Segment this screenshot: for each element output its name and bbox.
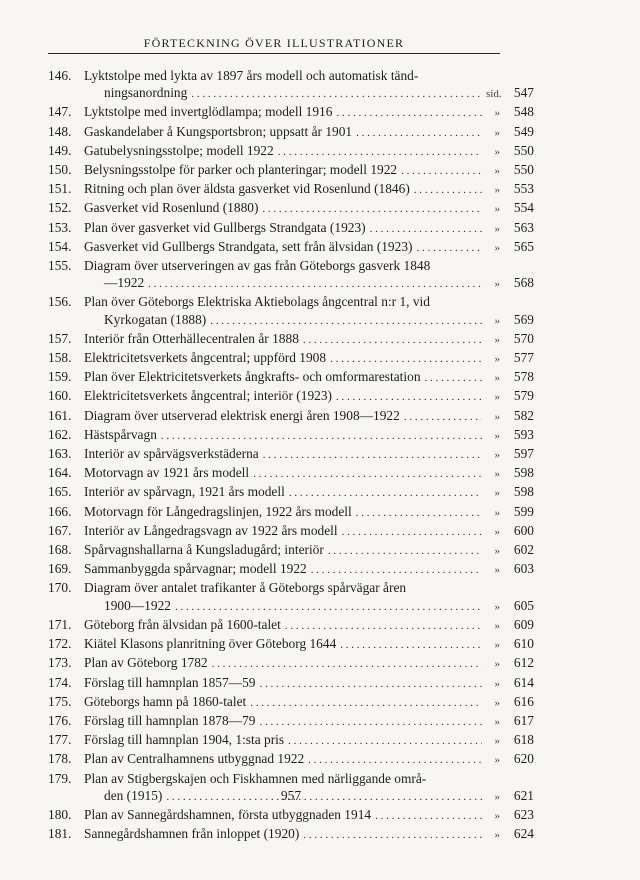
entry-title: Plan av Göteborg 1782 xyxy=(84,655,208,671)
entry-number: 151. xyxy=(48,181,72,197)
entry-number: 155. xyxy=(48,258,72,274)
entry-page-number: 614 xyxy=(513,674,534,690)
entry-line xyxy=(48,825,534,844)
entry-title: Lyktstolpe med invertglödlampa; modell 1916 xyxy=(84,104,333,120)
entry-page-number: 603 xyxy=(513,561,534,577)
entry-title: Gaskandelaber å Kungsportsbron; uppsatt år 1901 xyxy=(84,123,353,139)
entry-page-number: 599 xyxy=(513,503,534,519)
entry-page-number: 550 xyxy=(513,142,534,158)
list-entry xyxy=(48,123,534,142)
list-entry xyxy=(48,806,534,825)
entry-line xyxy=(48,541,534,560)
page-ref-mark: » xyxy=(494,449,500,462)
list-entry xyxy=(48,407,534,426)
page-ref-mark: » xyxy=(494,809,500,822)
page-ref-mark: » xyxy=(494,126,500,139)
entry-page-number: 602 xyxy=(513,542,534,558)
entry-title: Göteborgs hamn på 1860-talet xyxy=(84,693,247,709)
page-ref-mark: sid. xyxy=(486,88,502,101)
entry-title: 1900—1922 xyxy=(104,597,171,613)
dot-leader xyxy=(250,695,482,712)
entry-number: 172. xyxy=(48,636,72,652)
list-entry xyxy=(48,238,534,257)
entry-number: 177. xyxy=(48,732,72,748)
entry-line xyxy=(48,522,534,541)
entry-page-number: 597 xyxy=(513,446,534,462)
entry-number: 175. xyxy=(48,693,72,709)
entry-line xyxy=(48,464,534,483)
entry-line xyxy=(48,199,534,218)
entry-line xyxy=(48,349,534,368)
entry-page-number: 579 xyxy=(513,388,534,404)
dot-leader xyxy=(336,389,482,406)
dot-leader xyxy=(285,618,482,635)
entry-page-number: 600 xyxy=(513,522,534,538)
page-ref-mark: » xyxy=(494,829,500,842)
list-entry xyxy=(48,750,534,769)
list-entry xyxy=(48,674,534,693)
list-entry xyxy=(48,825,534,844)
entry-title: Interiör av spårvagn, 1921 års modell xyxy=(84,484,285,500)
entry-line xyxy=(48,311,534,330)
entry-line xyxy=(48,123,534,142)
dot-leader xyxy=(401,163,482,180)
entry-title: Plan över gasverket vid Gullbergs Strandgata (1923) xyxy=(84,219,366,235)
entry-number: 156. xyxy=(48,294,72,310)
entry-line xyxy=(48,330,534,349)
list-entry xyxy=(48,368,534,387)
list-entry xyxy=(48,579,534,615)
entry-number: 153. xyxy=(48,219,72,235)
page-ref-mark: » xyxy=(494,790,500,803)
entry-number: 173. xyxy=(48,655,72,671)
entry-page-number: 605 xyxy=(513,597,534,613)
entry-number: 146. xyxy=(48,68,72,83)
entry-title: Gasverket vid Rosenlund (1880) xyxy=(84,200,259,216)
entry-page-number: 578 xyxy=(513,369,534,385)
page-ref-mark: » xyxy=(494,333,500,346)
entry-page-number: 624 xyxy=(513,826,534,842)
entry-number: 170. xyxy=(48,580,72,596)
page-ref-mark: » xyxy=(494,222,500,235)
entry-line xyxy=(48,597,534,616)
list-entry xyxy=(48,616,534,635)
entry-number: 158. xyxy=(48,350,72,366)
entry-line xyxy=(48,560,534,579)
list-entry xyxy=(48,330,534,349)
entry-number: 159. xyxy=(48,369,72,385)
entry-line xyxy=(48,750,534,769)
dot-leader xyxy=(356,505,482,522)
page-ref-mark: » xyxy=(494,184,500,197)
entry-title: Sammanbyggda spårvagnar; modell 1922 xyxy=(84,561,307,577)
dot-leader xyxy=(259,676,482,693)
entry-number: 149. xyxy=(48,142,72,158)
dot-leader xyxy=(414,182,482,199)
entry-page-number: 554 xyxy=(513,200,534,216)
list-entry xyxy=(48,731,534,750)
entry-title: ningsanordning xyxy=(104,85,188,101)
dot-leader xyxy=(278,144,482,161)
page-ref-mark: » xyxy=(494,600,500,613)
entry-title: Diagram över utserverad elektrisk energi åren 1908—1922 xyxy=(84,407,400,423)
entry-page-number: 618 xyxy=(513,732,534,748)
dot-leader xyxy=(342,524,482,541)
entry-line xyxy=(48,654,534,673)
entry-title: Gasverket vid Gullbergs Strandgata, sett från älvsidan (1923) xyxy=(84,238,413,254)
entry-line xyxy=(48,503,534,522)
entry-page-number: 616 xyxy=(513,693,534,709)
page-ref-mark: » xyxy=(494,754,500,767)
entry-line xyxy=(48,674,534,693)
entry-title: Kyrkogatan (1888) xyxy=(104,311,207,327)
list-entry xyxy=(48,560,534,579)
dot-leader xyxy=(303,827,482,844)
entry-title: Belysningsstolpe för parker och planteringar; modell 1922 xyxy=(84,162,398,178)
dot-leader xyxy=(308,752,482,769)
list-entry xyxy=(48,387,534,406)
entry-number: 147. xyxy=(48,104,72,120)
list-entry xyxy=(48,67,534,103)
dot-leader xyxy=(404,409,482,426)
page-ref-mark: » xyxy=(494,107,500,120)
entry-number: 178. xyxy=(48,751,72,767)
entry-line xyxy=(48,635,534,654)
page-ref-mark: » xyxy=(494,619,500,632)
header-rule xyxy=(48,53,500,54)
entry-page-number: 598 xyxy=(513,465,534,481)
entry-number: 150. xyxy=(48,162,72,178)
entry-title: Förslag till hamnplan 1878—79 xyxy=(84,712,256,728)
entry-title: Göteborg från älvsidan på 1600-talet xyxy=(84,616,281,632)
page-ref-mark: » xyxy=(494,203,500,216)
dot-leader xyxy=(425,370,482,387)
entry-page-number: 548 xyxy=(513,104,534,120)
entry-title: Motorvagn av 1921 års modell xyxy=(84,465,250,481)
entry-number: 157. xyxy=(48,330,72,346)
entry-number: 161. xyxy=(48,407,72,423)
entry-page-number: 620 xyxy=(513,751,534,767)
entry-line xyxy=(48,67,534,84)
entry-title: Spårvagnshallarna å Kungsladugård; interiör xyxy=(84,542,324,558)
entry-line xyxy=(48,770,534,787)
list-entry xyxy=(48,541,534,560)
entry-page-number: 570 xyxy=(513,330,534,346)
entry-number: 162. xyxy=(48,426,72,442)
dot-leader xyxy=(161,428,482,445)
dot-leader xyxy=(263,447,482,464)
page-ref-mark: » xyxy=(494,353,500,366)
page-ref-mark: » xyxy=(494,639,500,652)
entry-line xyxy=(48,579,534,596)
entry-number: 160. xyxy=(48,388,72,404)
entry-title: Lyktstolpe med lykta av 1897 års modell och automatisk tänd- xyxy=(84,68,419,83)
entry-page-number: 610 xyxy=(513,636,534,652)
entry-line xyxy=(48,293,534,310)
entry-title: Interiör av spårvägsverkstäderna xyxy=(84,446,259,462)
page-ref-mark: » xyxy=(494,506,500,519)
entry-number: 180. xyxy=(48,806,72,822)
entry-page-number: 593 xyxy=(513,426,534,442)
page-ref-mark: » xyxy=(494,278,500,291)
illustration-list xyxy=(48,67,534,844)
entry-number: 171. xyxy=(48,616,72,632)
dot-leader xyxy=(328,543,482,560)
entry-title: Plan av Sannegårdshamnen, första utbyggnaden 1914 xyxy=(84,806,372,822)
entry-page-number: 568 xyxy=(513,275,534,291)
list-entry xyxy=(48,219,534,238)
dot-leader xyxy=(288,733,482,750)
entry-line xyxy=(48,142,534,161)
entry-title: Elektricitetsverkets ångcentral; interiör (1923) xyxy=(84,388,333,404)
dot-leader xyxy=(340,637,482,654)
entry-page-number: 549 xyxy=(513,123,534,139)
entry-line xyxy=(48,445,534,464)
dot-leader xyxy=(356,125,482,142)
entry-line xyxy=(48,161,534,180)
list-entry xyxy=(48,712,534,731)
running-header: FÖRTECKNING ÖVER ILLUSTRATIONER xyxy=(143,36,405,50)
page-ref-mark: » xyxy=(494,165,500,178)
entry-line xyxy=(48,693,534,712)
entry-number: 176. xyxy=(48,712,72,728)
page-ref-mark: » xyxy=(494,487,500,500)
dot-leader xyxy=(253,466,482,483)
entry-number: 164. xyxy=(48,465,72,481)
entry-line xyxy=(48,219,534,238)
list-entry xyxy=(48,142,534,161)
list-entry xyxy=(48,180,534,199)
entry-page-number: 553 xyxy=(513,181,534,197)
entry-title: Plan av Stigbergskajen och Fiskhamnen med närliggande områ- xyxy=(84,770,427,786)
dot-leader xyxy=(262,201,482,218)
entry-page-number: 582 xyxy=(513,407,534,423)
entry-line xyxy=(48,712,534,731)
entry-title: Förslag till hamnplan 1904, 1:sta pris xyxy=(84,732,285,748)
entry-page-number: 612 xyxy=(513,655,534,671)
entry-number: 163. xyxy=(48,446,72,462)
page-ref-mark: » xyxy=(494,372,500,385)
entry-line xyxy=(48,103,534,122)
list-entry xyxy=(48,483,534,502)
entry-title: Elektricitetsverkets ångcentral; uppförd 1908 xyxy=(84,350,327,366)
entry-page-number: 577 xyxy=(513,350,534,366)
entry-number: 174. xyxy=(48,674,72,690)
entry-page-number: 623 xyxy=(513,806,534,822)
entry-title: Förslag till hamnplan 1857—59 xyxy=(84,674,256,690)
entry-title: Plan över Elektricitetsverkets ångkrafts- och omformarestation xyxy=(84,369,421,385)
list-entry xyxy=(48,257,534,293)
dot-leader xyxy=(175,599,482,616)
dot-leader xyxy=(289,485,482,502)
page-ref-mark: » xyxy=(494,658,500,671)
list-entry xyxy=(48,103,534,122)
entry-line xyxy=(48,274,534,293)
entry-page-number: 598 xyxy=(513,484,534,500)
entry-title: Diagram över utserveringen av gas från Göteborgs gasverk 1848 xyxy=(84,258,431,274)
dot-leader xyxy=(210,313,482,330)
entry-number: 165. xyxy=(48,484,72,500)
list-entry xyxy=(48,161,534,180)
dot-leader xyxy=(336,105,482,122)
list-entry xyxy=(48,445,534,464)
page-ref-mark: » xyxy=(494,429,500,442)
dot-leader xyxy=(303,332,482,349)
entry-line xyxy=(48,84,534,103)
page-ref-mark: » xyxy=(494,314,500,327)
entry-number: 169. xyxy=(48,561,72,577)
list-entry xyxy=(48,426,534,445)
entry-number: 167. xyxy=(48,522,72,538)
entry-line xyxy=(48,426,534,445)
entry-line xyxy=(48,257,534,274)
page-ref-mark: » xyxy=(494,696,500,709)
entry-number: 181. xyxy=(48,826,72,842)
list-entry xyxy=(48,635,534,654)
entry-title: Ritning och plan över äldsta gasverket vid Rosenlund (1846) xyxy=(84,181,410,197)
entry-line xyxy=(48,368,534,387)
entry-title: —1922 xyxy=(104,275,145,291)
dot-leader xyxy=(330,351,482,368)
page-ref-mark: » xyxy=(494,468,500,481)
page-ref-mark: » xyxy=(494,564,500,577)
list-entry xyxy=(48,654,534,673)
entry-page-number: 569 xyxy=(513,311,534,327)
page-ref-mark: » xyxy=(494,410,500,423)
entry-title: Diagram över antalet trafikanter å Göteborgs spårvägar åren xyxy=(84,580,407,596)
entry-title: Plan av Centralhamnens utbyggnad 1922 xyxy=(84,751,305,767)
page-ref-mark: » xyxy=(494,545,500,558)
entry-title: Motorvagn för Långedragslinjen, 1922 års modell xyxy=(84,503,352,519)
entry-title: Interiör av Långedragsvagn av 1922 års modell xyxy=(84,522,338,538)
entry-page-number: 550 xyxy=(513,162,534,178)
entry-title: Interiör från Otterhällecentralen år 1888 xyxy=(84,330,299,346)
entry-page-number: 621 xyxy=(513,787,534,803)
list-entry xyxy=(48,464,534,483)
entry-page-number: 563 xyxy=(513,219,534,235)
entry-title: den (1915) xyxy=(104,787,163,803)
dot-leader xyxy=(212,656,482,673)
entry-line xyxy=(48,407,534,426)
entry-line xyxy=(48,731,534,750)
list-entry xyxy=(48,293,534,329)
dot-leader xyxy=(375,808,482,825)
entry-line xyxy=(48,806,534,825)
dot-leader xyxy=(148,276,482,293)
page-ref-mark: » xyxy=(494,677,500,690)
dot-leader xyxy=(370,221,482,238)
entry-line xyxy=(48,616,534,635)
entry-line xyxy=(48,387,534,406)
entry-line xyxy=(48,238,534,257)
dot-leader xyxy=(311,562,482,579)
entry-title: Plan över Göteborgs Elektriska Aktiebolags ångcentral n:r 1, vid xyxy=(84,294,430,310)
entry-number: 148. xyxy=(48,123,72,139)
page-ref-mark: » xyxy=(494,715,500,728)
page-ref-mark: » xyxy=(494,391,500,404)
page-ref-mark: » xyxy=(494,525,500,538)
entry-title: Kiätel Klasons planritning över Göteborg 1644 xyxy=(84,636,337,652)
entry-page-number: 617 xyxy=(513,712,534,728)
entry-title: Gatubelysningsstolpe; modell 1922 xyxy=(84,142,274,158)
page-ref-mark: » xyxy=(494,145,500,158)
entry-page-number: 547 xyxy=(513,85,534,101)
dot-leader xyxy=(259,714,482,731)
entry-number: 152. xyxy=(48,200,72,216)
list-entry xyxy=(48,199,534,218)
list-entry xyxy=(48,693,534,712)
entry-line xyxy=(48,483,534,502)
page-number: 957 xyxy=(280,788,302,803)
list-entry xyxy=(48,522,534,541)
entry-page-number: 565 xyxy=(513,238,534,254)
list-entry xyxy=(48,349,534,368)
entry-number: 166. xyxy=(48,503,72,519)
entry-title: Hästspårvagn xyxy=(84,426,157,442)
entry-line xyxy=(48,180,534,199)
dot-leader xyxy=(416,240,482,257)
list-entry xyxy=(48,503,534,522)
page-ref-mark: » xyxy=(494,241,500,254)
entry-number: 168. xyxy=(48,542,72,558)
entry-page-number: 609 xyxy=(513,616,534,632)
dot-leader xyxy=(191,86,482,103)
entry-number: 154. xyxy=(48,238,72,254)
entry-title: Sannegårdshamnen från inloppet (1920) xyxy=(84,826,300,842)
page-ref-mark: » xyxy=(494,735,500,748)
entry-number: 179. xyxy=(48,770,72,786)
